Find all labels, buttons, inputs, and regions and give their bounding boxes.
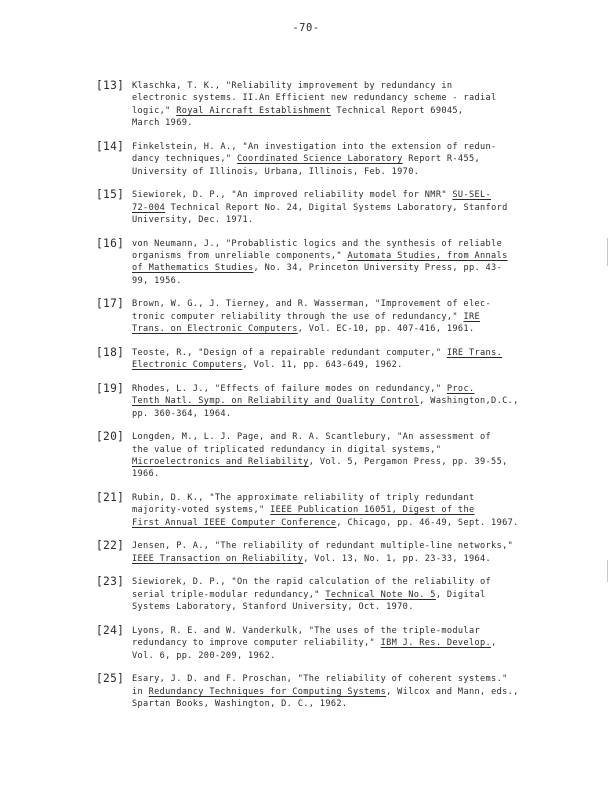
reference-segment: Jensen, P. A., "The reliability of redundant multiple-line networks," <box>132 541 514 552</box>
reference-segment: 1966. <box>132 469 160 480</box>
reference-text <box>132 431 576 481</box>
scan-edge-mark <box>607 560 608 582</box>
reference-source-title: SU-SEL- <box>452 190 492 201</box>
reference-segment: , Wilcox and Mann, eds., <box>386 686 519 697</box>
reference-segment: in <box>132 686 149 697</box>
reference-list <box>96 80 576 722</box>
reference-segment: March 1969. <box>132 118 193 129</box>
reference-segment: Report R-455, <box>402 154 481 165</box>
reference-segment: 99, 1956. <box>132 275 182 286</box>
reference-segment: electronic systems. II.An Efficient new redundancy scheme - radial <box>132 93 497 104</box>
page-number: -70- <box>292 22 320 34</box>
reference-source-title: Automata Studies, from Annals <box>347 251 508 262</box>
reference-entry <box>96 576 576 613</box>
reference-line <box>132 456 576 468</box>
reference-line <box>132 637 576 649</box>
reference-entry <box>96 625 576 662</box>
reference-source-title: Proc. <box>446 383 475 394</box>
reference-segment: , Vol. 5, Pergamon Press, pp. 39-55, <box>308 457 508 468</box>
reference-line <box>132 444 576 456</box>
reference-line <box>132 589 576 601</box>
reference-line <box>132 431 576 443</box>
reference-line <box>132 576 576 588</box>
reference-number: [18] <box>96 345 125 359</box>
reference-segment: University of Illinois, Urbana, Illinois, Feb. 1970. <box>132 166 420 177</box>
reference-text <box>132 492 576 529</box>
reference-line <box>132 408 576 420</box>
reference-source-title: of Mathematics Studies <box>132 263 254 274</box>
reference-segment: Siewiorek, D. P., "On the rapid calculation of the reliability of <box>132 577 492 588</box>
reference-segment: Technical Report 69045, <box>330 105 464 116</box>
reference-segment: logic," <box>132 105 177 116</box>
reference-entry <box>96 141 576 178</box>
reference-line <box>132 468 576 480</box>
reference-segment: Esary, J. D. and F. Proschan, "The reliability of coherent systems." <box>132 674 508 685</box>
reference-line <box>132 504 576 516</box>
reference-entry <box>96 383 576 420</box>
reference-segment: dancy techniques," <box>132 154 237 165</box>
reference-line <box>132 395 576 407</box>
reference-line <box>132 141 576 153</box>
reference-segment: , <box>491 638 497 649</box>
reference-source-title: Microelectronics and Reliability <box>132 457 309 468</box>
reference-segment: Rubin, D. K., "The approximate reliability of triply redundant <box>132 493 475 504</box>
reference-segment: von Neumann, J., "Probablistic logics and the synthesis of reliable <box>132 238 503 249</box>
reference-segment: , No. 34, Princeton University Press, pp. 43- <box>253 263 503 274</box>
reference-source-title: 72-004 <box>132 202 166 213</box>
reference-entry <box>96 298 576 335</box>
reference-line <box>132 540 576 552</box>
reference-line <box>132 166 576 178</box>
reference-number: [25] <box>96 672 125 686</box>
reference-line <box>132 250 576 262</box>
reference-line <box>132 105 576 117</box>
reference-segment: Brown, W. G., J. Tierney, and R. Wasserman, "Improvement of elec- <box>132 299 492 310</box>
reference-line <box>132 189 576 201</box>
reference-line <box>132 214 576 226</box>
reference-text <box>132 625 576 662</box>
reference-entry <box>96 347 576 372</box>
reference-entry <box>96 673 576 710</box>
reference-line <box>132 553 576 565</box>
reference-number: [22] <box>96 539 125 553</box>
reference-text <box>132 189 576 226</box>
reference-source-title: Technical Note No. 5 <box>325 589 436 600</box>
scan-edge-mark <box>607 238 608 266</box>
reference-segment: Lyons, R. E. and W. Vanderkulk, "The uses of the triple-modular <box>132 625 481 636</box>
reference-number: [23] <box>96 575 125 589</box>
reference-number: [15] <box>96 188 125 202</box>
reference-segment: , Vol. EC-10, pp. 407-416, 1961. <box>297 324 475 335</box>
reference-segment: , Vol. 13, No. 1, pp. 23-33, 1964. <box>303 553 492 564</box>
reference-line <box>132 153 576 165</box>
reference-entry <box>96 189 576 226</box>
reference-source-title: First Annual IEEE Computer Conference <box>132 517 337 528</box>
reference-line <box>132 673 576 685</box>
reference-text <box>132 673 576 710</box>
reference-segment: Siewiorek, D. P., "An improved reliability model for NMR" <box>132 190 453 201</box>
reference-number: [19] <box>96 381 125 395</box>
reference-segment: Finkelstein, H. A., "An investigation into the extension of redun- <box>132 141 497 152</box>
reference-segment: Rhodes, L. J., "Effects of failure modes on redundancy," <box>132 383 447 394</box>
reference-line <box>132 323 576 335</box>
reference-line <box>132 275 576 287</box>
reference-text <box>132 141 576 178</box>
reference-segment: Teoste, R., "Design of a repairable redundant computer," <box>132 347 447 358</box>
reference-source-title: Electronic Computers <box>132 360 243 371</box>
reference-entry <box>96 540 576 565</box>
reference-source-title: Tenth Natl. Symp. on Reliability and Quality Control <box>132 396 420 407</box>
reference-source-title: IRE Trans. <box>446 347 503 358</box>
reference-number: [21] <box>96 491 125 505</box>
reference-line <box>132 601 576 613</box>
reference-line <box>132 238 576 250</box>
reference-line <box>132 298 576 310</box>
reference-line <box>132 650 576 662</box>
reference-line <box>132 383 576 395</box>
reference-entry <box>96 238 576 288</box>
reference-number: [13] <box>96 79 125 92</box>
reference-text <box>132 238 576 288</box>
reference-segment: , Vol. 11, pp. 643-649, 1962. <box>242 360 403 371</box>
reference-entry <box>96 431 576 481</box>
reference-segment: Klaschka, T. K., "Reliability improvement by redundancy in <box>132 81 453 91</box>
reference-text <box>132 540 576 565</box>
reference-text <box>132 383 576 420</box>
reference-line <box>132 359 576 371</box>
reference-line <box>132 492 576 504</box>
reference-segment: Vol. 6, pp. 200-209, 1962. <box>132 650 276 661</box>
reference-text <box>132 298 576 335</box>
reference-text <box>132 80 576 130</box>
reference-source-title: IRE <box>463 311 481 322</box>
reference-line <box>132 347 576 359</box>
reference-text <box>132 347 576 372</box>
reference-segment: the value of triplicated redundancy in digital systems," <box>132 444 442 455</box>
reference-line <box>132 80 576 92</box>
reference-segment: pp. 360-364, 1964. <box>132 408 232 419</box>
reference-segment: majority-voted systems," <box>132 505 271 516</box>
reference-segment: Technical Report No. 24, Digital Systems Laboratory, Stanford <box>165 202 508 213</box>
reference-source-title: IBM J. Res. Develop. <box>380 638 492 649</box>
reference-text <box>132 576 576 613</box>
reference-source-title: Coordinated Science Laboratory <box>236 154 403 165</box>
reference-line <box>132 625 576 637</box>
reference-line <box>132 698 576 710</box>
reference-line <box>132 311 576 323</box>
reference-segment: , Washington,D.C., <box>419 396 519 407</box>
reference-number: [14] <box>96 139 125 153</box>
reference-number: [16] <box>96 236 125 250</box>
reference-number: [20] <box>96 430 125 444</box>
reference-segment: redundancy to improve computer reliability," <box>132 638 381 649</box>
reference-line <box>132 92 576 104</box>
reference-segment: Spartan Books, Washington, D. C., 1962. <box>132 699 348 710</box>
reference-segment: tronic computer reliability through the use of redundancy," <box>132 311 464 322</box>
reference-number: [24] <box>96 623 125 637</box>
reference-segment: , Chicago, pp. 46-49, Sept. 1967. <box>336 517 519 528</box>
reference-segment: University, Dec. 1971. <box>132 215 254 226</box>
reference-entry <box>96 492 576 529</box>
reference-number: [17] <box>96 297 125 311</box>
reference-segment: Longden, M., L. J. Page, and R. A. Scantlebury, "An assessment of <box>132 432 492 443</box>
reference-source-title: IEEE Publication 16051, Digest of the <box>270 505 475 516</box>
reference-source-title: Redundancy Techniques for Computing Systems <box>148 686 387 697</box>
reference-line <box>132 262 576 274</box>
reference-source-title: IEEE Transaction on Reliability <box>132 553 304 564</box>
reference-line <box>132 686 576 698</box>
reference-segment: , Digital <box>435 589 486 600</box>
reference-segment: Systems Laboratory, Stanford University, Oct. 1970. <box>132 602 414 613</box>
reference-segment: serial triple-modular redundancy," <box>132 589 326 600</box>
reference-source-title: Trans. on Electronic Computers <box>132 324 298 335</box>
reference-entry <box>96 80 576 130</box>
reference-segment: organisms from unreliable components," <box>132 251 348 262</box>
reference-line <box>132 202 576 214</box>
reference-line <box>132 517 576 529</box>
reference-line <box>132 117 576 129</box>
reference-source-title: Royal Aircraft Establishment <box>176 105 331 116</box>
